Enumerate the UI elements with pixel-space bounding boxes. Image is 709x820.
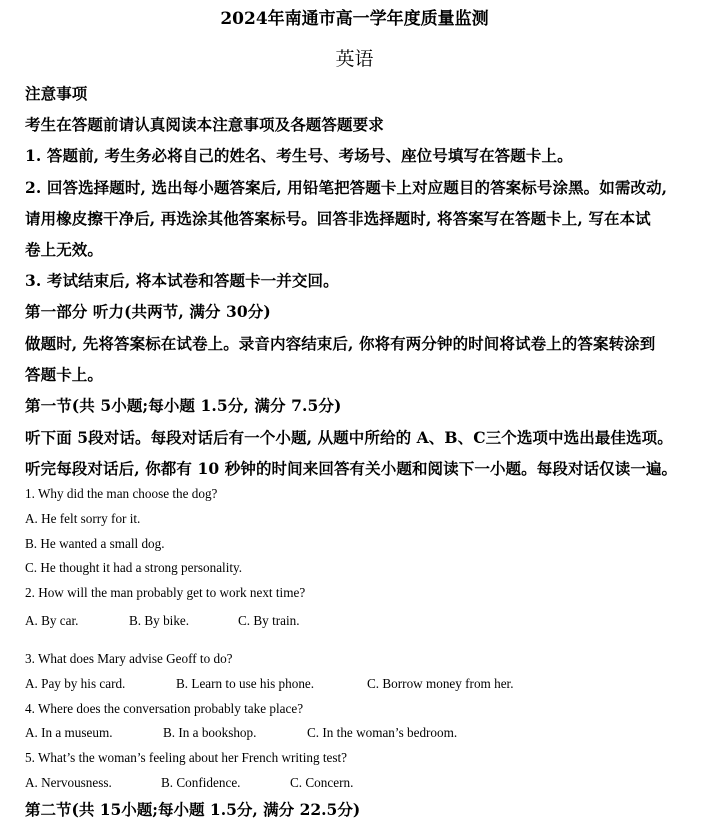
question-5-option-a: A. Nervousness. xyxy=(25,775,112,790)
question-4-stem: 4. Where does the conversation probably take place? xyxy=(25,701,304,716)
question-3-option-a: A. Pay by his card. xyxy=(25,676,126,691)
section1-directions-line-1: 听下面 5段对话。每段对话后有一个小题, 从题中所给的 A、B、C三个选项中选出最佳选项。 xyxy=(25,428,673,447)
question-4-options xyxy=(25,725,457,741)
question-2-option-c: C. By train. xyxy=(238,613,300,628)
question-1-option-b: B. He wanted a small dog. xyxy=(25,536,165,551)
question-1-option-c: C. He thought it had a strong personality. xyxy=(25,560,243,575)
section1-directions-line-2: 听完每段对话后, 你都有 10 秒钟的时间来回答有关小题和阅读下一小题。每段对话仅读一遍。 xyxy=(25,459,678,478)
part1-note-line-1: 做题时, 先将答案标在试卷上。录音内容结束后, 你将有两分钟的时间将试卷上的答案转涂到 xyxy=(25,334,656,353)
question-2-option-a: A. By car. xyxy=(25,613,79,628)
instructions-heading: 注意事项 xyxy=(25,84,88,103)
subject-title: 英语 xyxy=(335,48,374,70)
section2-heading-cut: 第二节(共 15小题;每小题 1.5分, 满分 22.5分) xyxy=(25,800,361,819)
question-1-option-a: A. He felt sorry for it. xyxy=(25,511,141,526)
question-5-options xyxy=(25,775,353,791)
question-2-option-b: B. By bike. xyxy=(129,613,190,628)
instruction-item-1: 1. 答题前, 考生务必将自己的姓名、考生号、考场号、座位号填写在答题卡上。 xyxy=(25,146,573,165)
question-5-option-b: B. Confidence. xyxy=(161,775,241,790)
question-4-option-a: A. In a museum. xyxy=(25,725,113,740)
question-5-option-c: C. Concern. xyxy=(290,775,354,790)
instruction-item-2-line-1: 2. 回答选择题时, 选出每小题答案后, 用铅笔把答题卡上对应题目的答案标号涂黑。如需改动, xyxy=(25,178,668,197)
question-3-options xyxy=(25,676,514,692)
instructions-intro: 考生在答题前请认真阅读本注意事项及各题答题要求 xyxy=(25,115,384,134)
question-3-stem: 3. What does Mary advise Geoff to do? xyxy=(25,651,233,666)
instruction-item-2-line-2: 请用橡皮擦干净后, 再选涂其他答案标号。回答非选择题时, 将答案写在答题卡上, 写在本试 xyxy=(25,209,651,228)
question-2-stem: 2. How will the man probably get to work next time? xyxy=(25,585,306,600)
part1-note-line-2: 答题卡上。 xyxy=(25,365,104,384)
page-title: 2024年南通市高一学年度质量监测 xyxy=(220,9,489,29)
part1-heading: 第一部分 听力(共两节, 满分 30分) xyxy=(25,302,271,321)
instruction-item-3: 3. 考试结束后, 将本试卷和答题卡一并交回。 xyxy=(25,271,339,290)
question-5-stem: 5. What’s the woman’s feeling about her French writing test? xyxy=(25,750,348,765)
instruction-item-2-line-3: 卷上无效。 xyxy=(25,240,104,259)
question-2-options xyxy=(25,613,300,629)
section1-heading: 第一节(共 5小题;每小题 1.5分, 满分 7.5分) xyxy=(25,396,342,415)
question-1-stem: 1. Why did the man choose the dog? xyxy=(25,486,218,501)
question-4-option-c: C. In the woman’s bedroom. xyxy=(307,725,458,740)
question-4-option-b: B. In a bookshop. xyxy=(163,725,257,740)
question-3-option-b: B. Learn to use his phone. xyxy=(176,676,315,691)
question-3-option-c: C. Borrow money from her. xyxy=(367,676,514,691)
